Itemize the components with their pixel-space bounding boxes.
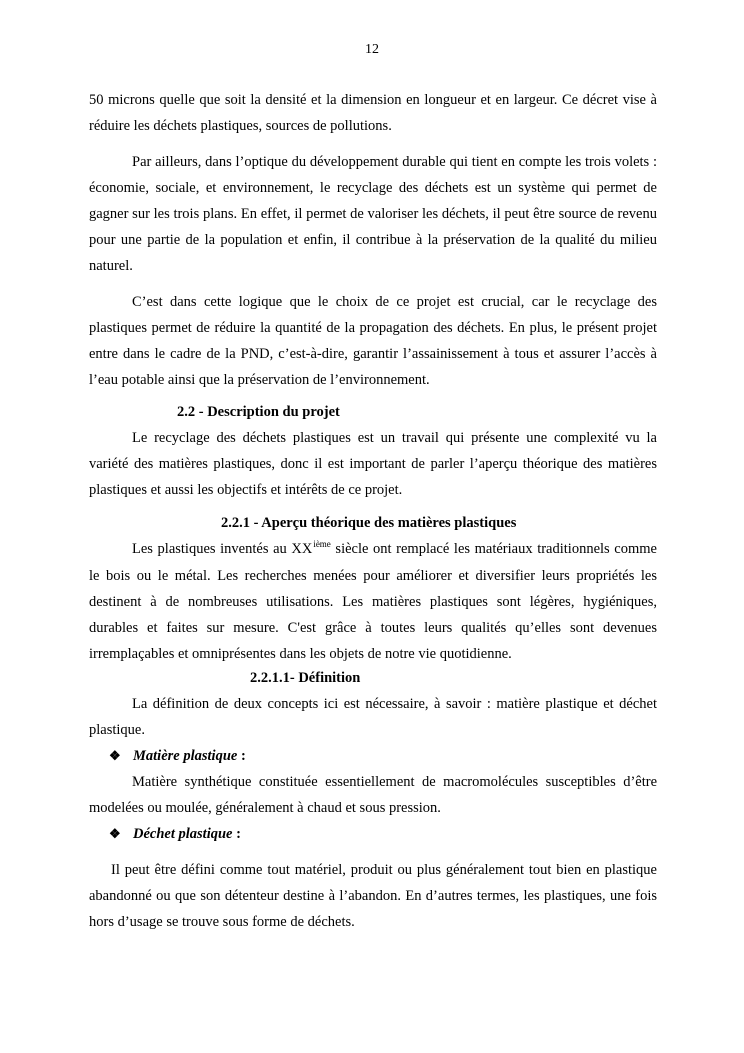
plastics-history-end: siècle ont remplacé les matériaux traditionnels comme le bois ou le métal. Les recherches menées pour améliorer et diversifier leurs propriétés les destinent à de nombreuses utilisations. Les matières plastiques sont légères, hygiéniques, durables et faites sur mesure. C'est grâce à toutes leurs qualités qu’elles sont devenues irremplaçables et omniprésentes dans les objets de notre vie quotidienne. — [89, 541, 657, 662]
paragraph-plastics-history — [89, 536, 657, 667]
paragraph-decree: 50 microns quelle que soit la densité et la dimension en longueur et en largeur. Ce décret vise à réduire les déchets plastiques, sources de pollutions. — [89, 92, 657, 134]
diamond-bullet-icon: ❖ — [109, 826, 121, 841]
paragraph-definition-intro: La définition de deux concepts ici est nécessaire, à savoir : matière plastique et déchet plastique. — [89, 696, 657, 738]
heading-project-description: 2.2 - Description du projet — [177, 404, 340, 420]
superscript-ieme: ième — [313, 539, 331, 549]
bullet-plastic-material — [89, 743, 657, 769]
bullet-term-plastic-material: Matière plastique — [133, 748, 238, 764]
paragraph-project-logic: C’est dans cette logique que le choix de ce projet est crucial, car le recyclage des plastiques permet de réduire la quantité de la propagation des déchets. En plus, le présent projet entre dans le cadre de la PND, c’est-à-dire, garantir l’assainissement à tous et assurer l’accès à l’eau potable ainsi que la préservation de l’environnement. — [89, 294, 657, 388]
paragraph-plastic-waste-definition: Il peut être défini comme tout matériel, produit ou plus généralement tout bien en plastique abandonné ou que son détenteur destine à l’abandon. En d’autres termes, les plastiques, une fois hors d’usage se trouve sous forme de déchets. — [89, 862, 657, 930]
paragraph-sustainable-development: Par ailleurs, dans l’optique du développement durable qui tient en compte les trois volets : économie, sociale, et environnement, le recyclage des déchets est un système qui permet de gagner sur les trois plans. En effet, il permet de valoriser les déchets, il peut être source de revenu pour une partie de la population et enfin, il contribue à la préservation de la qualité du milieu naturel. — [89, 154, 657, 274]
bullet-term-plastic-waste: Déchet plastique — [133, 826, 233, 842]
paragraph-plastic-material-definition: Matière synthétique constituée essentiellement de macromolécules susceptibles d’être modelées ou moulée, généralement à chaud et sous pression. — [89, 774, 657, 816]
bullet-suffix: : — [232, 826, 241, 842]
bullet-plastic-waste — [89, 821, 657, 847]
plastics-history-start: Les plastiques inventés au XX — [132, 541, 313, 557]
bullet-suffix: : — [237, 748, 246, 764]
heading-theoretical-overview: 2.2.1 - Aperçu théorique des matières plastiques — [221, 515, 517, 531]
heading-definition: 2.2.1.1- Définition — [250, 670, 361, 686]
page-number: 12 — [365, 42, 379, 57]
document-body — [89, 87, 657, 935]
paragraph-recycling-complexity: Le recyclage des déchets plastiques est un travail qui présente une complexité vu la variété des matières plastiques, donc il est important de parler l’aperçu théorique des matières plastiques et aussi les objectifs et intérêts de ce projet. — [89, 430, 657, 498]
diamond-bullet-icon: ❖ — [109, 748, 121, 763]
